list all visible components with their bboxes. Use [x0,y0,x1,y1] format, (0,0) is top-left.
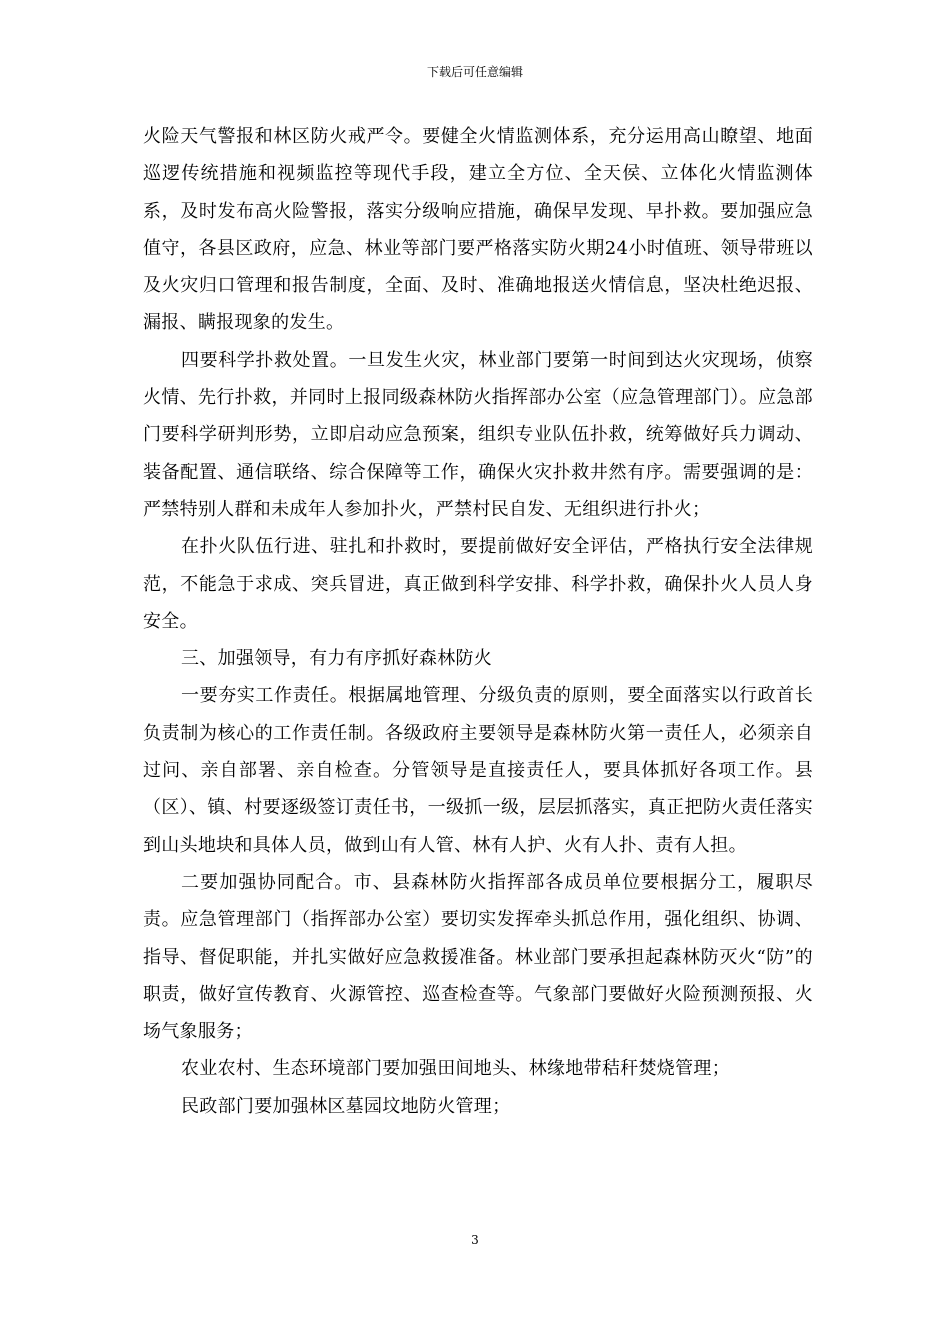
page-number: 3 [471,1233,479,1247]
paragraph-1: 火险天气警报和林区防火戒严令。要健全火情监测体系，充分运用高山瞭望、地面巡逻传统措施和视频监控等现代手段，建立全方位、全天侯、立体化火情监测体系，及时发布高火险警报，落实分级响应措施，确保早发现、早扑救。要加强应急值守，各县区政府，应急、林业等部门要严格落实防火期24小时值班、领导带班以及火灾归口管理和报告制度，全面、及时、准确地报送火情信息，坚决杜绝迟报、漏报、瞒报现象的发生。 [143,126,813,334]
paragraph-2: 四要科学扑救处置。一旦发生火灾，林业部门要第一时间到达火灾现场，侦察火情、先行扑救，并同时上报同级森林防火指挥部办公室（应急管理部门）。应急部门要科学研判形势，立即启动应急预案，组织专业队伍扑救，统筹做好兵力调动、装备配置、通信联络、综合保障等工作，确保火灾扑救井然有序。需要强调的是：严禁特别人群和未成年人参加扑火，严禁村民自发、无组织进行扑火； [143,349,813,520]
section-heading: 三、加强领导，有力有序抓好森林防火 [181,648,493,670]
document-body [143,118,813,1125]
paragraph-3: 在扑火队伍行进、驻扎和扑救时，要提前做好安全评估，严格执行安全法律规范，不能急于求成、突兵冒进，真正做到科学安排、科学扑救，确保扑火人员人身安全。 [143,536,813,632]
page-header: 下载后可任意编辑 [426,65,523,79]
paragraph-7: 农业农村、生态环境部门要加强田间地头、林缘地带秸秆焚烧管理； [181,1058,730,1080]
paragraph-5: 一要夯实工作责任。根据属地管理、分级负责的原则，要全面落实以行政首长负责制为核心的工作责任制。各级政府主要领导是森林防火第一责任人，必须亲自过问、亲自部署、亲自检查。分管领导是直接责任人，要具体抓好各项工作。县（区）、镇、村要逐级签订责任书，一级抓一级，层层抓落实，真正把防火责任落实到山头地块和具体人员，做到山有人管、林有人护、火有人扑、责有人担。 [143,685,813,856]
paragraph-8: 民政部门要加强林区墓园坟地防火管理； [181,1095,511,1117]
paragraph-6: 二要加强协同配合。市、县森林防火指挥部各成员单位要根据分工，履职尽责。应急管理部门（指挥部办公室）要切实发挥牵头抓总作用，强化组织、协调、指导、督促职能，并扎实做好应急救援准备。林业部门要承担起森林防灭火“防”的职责，做好宣传教育、火源管控、巡查检查等。气象部门要做好火险预测预报、火场气象服务； [143,871,813,1043]
